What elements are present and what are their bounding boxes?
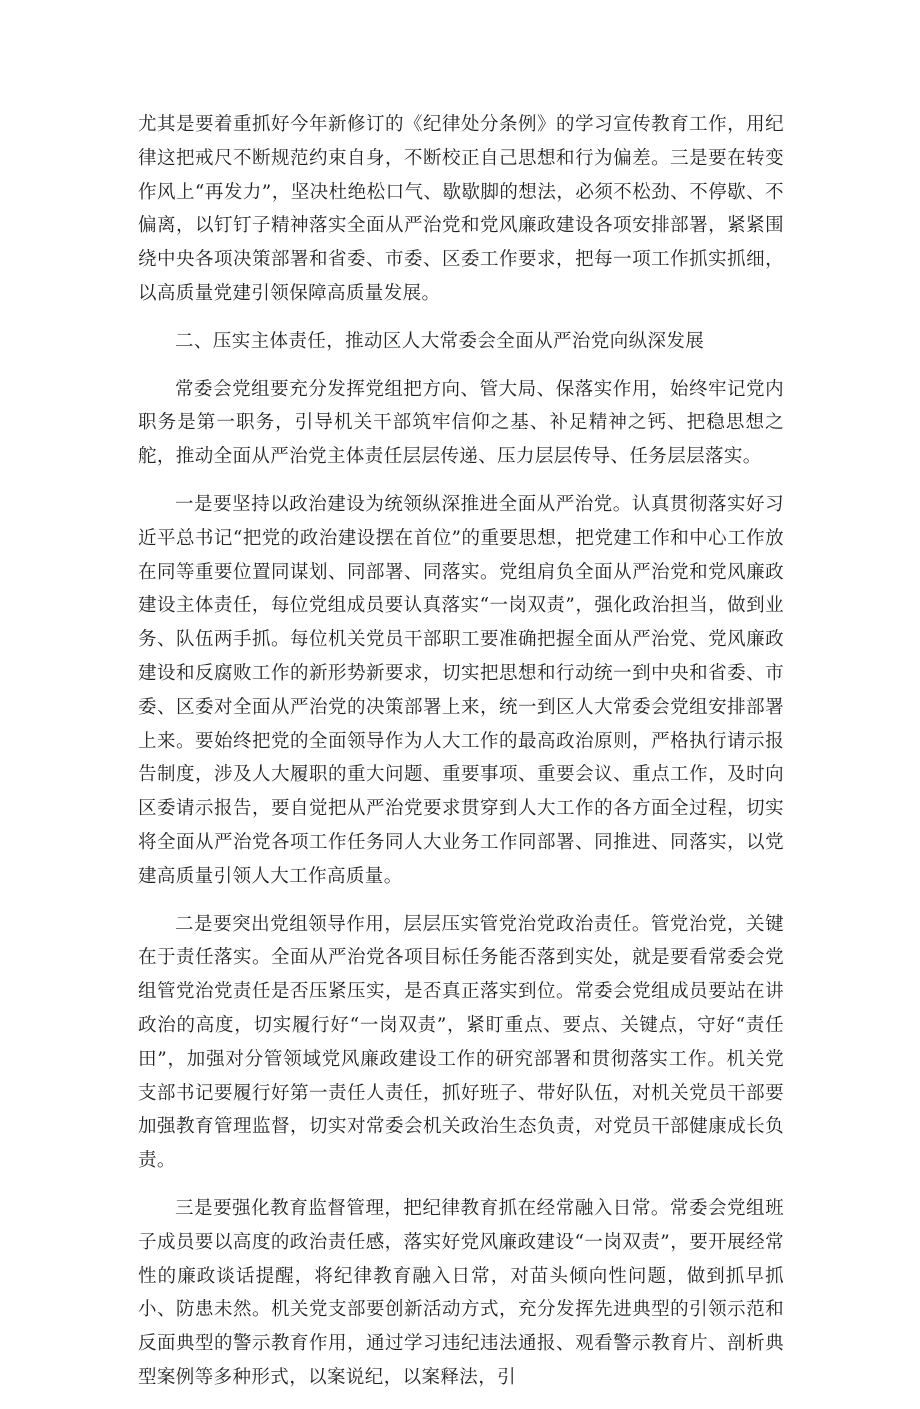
paragraph-continuation: 尤其是要着重抓好今年新修订的《纪律处分条例》的学习宣传教育工作，用纪律这把戒尺不断规范约束自身，不断校正自己思想和行为偏差。三是要在转变作风上“再发力”，坚决杜绝松口气、歇歇脚的想法，必须不松劲、不停歇、不偏离，以钉钉子精神落实全面从严治党和党风廉政建设各项安排部署，紧紧围绕中央各项决策部署和省委、市委、区委工作要求，把每一项工作抓实抓细，以高质量党建引领保障高质量发展。 — [138, 114, 784, 304]
paragraph-point-three: 三是要强化教育监督管理，把纪律教育抓在经常融入日常。常委会党组班子成员要以高度的政治责任感，落实好党风廉政建设“一岗双责”，要开展经常性的廉政谈话提醒，将纪律教育融入日常，对苗头倾向性问题，做到抓早抓小、防患未然。机关党支部要创新活动方式，充分发挥先进典型的引领示范和反面典型的警示教育作用，通过学习违纪违法通报、观看警示教育片、剖析典型案例等多种形式，以案说纪，以案释法，引 — [138, 1197, 784, 1388]
document-body — [138, 108, 784, 1409]
section-heading: 二、压实主体责任，推动区人大常委会全面从严治党向纵深发展 — [175, 330, 705, 352]
paragraph-intro: 常委会党组要充分发挥党组把方向、管大局、保落实作用，始终牢记党内职务是第一职务，引导机关干部筑牢信仰之基、补足精神之钙、把稳思想之舵，推动全面从严治党主体责任层层传递、压力层层传导、任务层层落实。 — [138, 378, 784, 468]
paragraph-point-one: 一是要坚持以政治建设为统领纵深推进全面从严治党。认真贯彻落实好习近平总书记“把党的政治建设摆在首位”的重要思想，把党建工作和中心工作放在同等重要位置同谋划、同部署、同落实。党组肩负全面从严治党和党风廉政建设主体责任，每位党组成员要认真落实“一岗双责”，强化政治担当，做到业务、队伍两手抓。每位机关党员干部职工要准确把握全面从严治党、党风廉政建设和反腐败工作的新形势新要求，切实把思想和行动统一到中央和省委、市委、区委对全面从严治党的决策部署上来，统一到区人大常委会党组安排部署上来。要始终把党的全面领导作为人大工作的最高政治原则，严格执行请示报告制度，涉及人大履职的重大问题、重要事项、重要会议、重点工作，及时向区委请示报告，要自觉把从严治党要求贯穿到人大工作的各方面全过程，切实将全面从严治党各项工作任务同人大业务工作同部署、同推进、同落实，以党建高质量引领人大工作高质量。 — [138, 493, 784, 887]
paragraph-point-two: 二是要突出党组领导作用，层层压实管党治党政治责任。管党治党，关键在于责任落实。全面从严治党各项目标任务能否落到实处，就是要看常委会党组管党治党责任是否压紧压实，是否真正落实到位。常委会党组成员要站在讲政治的高度，切实履行好“一岗双责”，紧盯重点、要点、关键点，守好“责任田”，加强对分管领域党风廉政建设工作的研究部署和贯彻落实工作。机关党支部书记要履行好第一责任人责任，抓好班子、带好队伍，对机关党员干部要加强教育管理监督，切实对常委会机关政治生态负责，对党员干部健康成长负责。 — [138, 913, 784, 1172]
